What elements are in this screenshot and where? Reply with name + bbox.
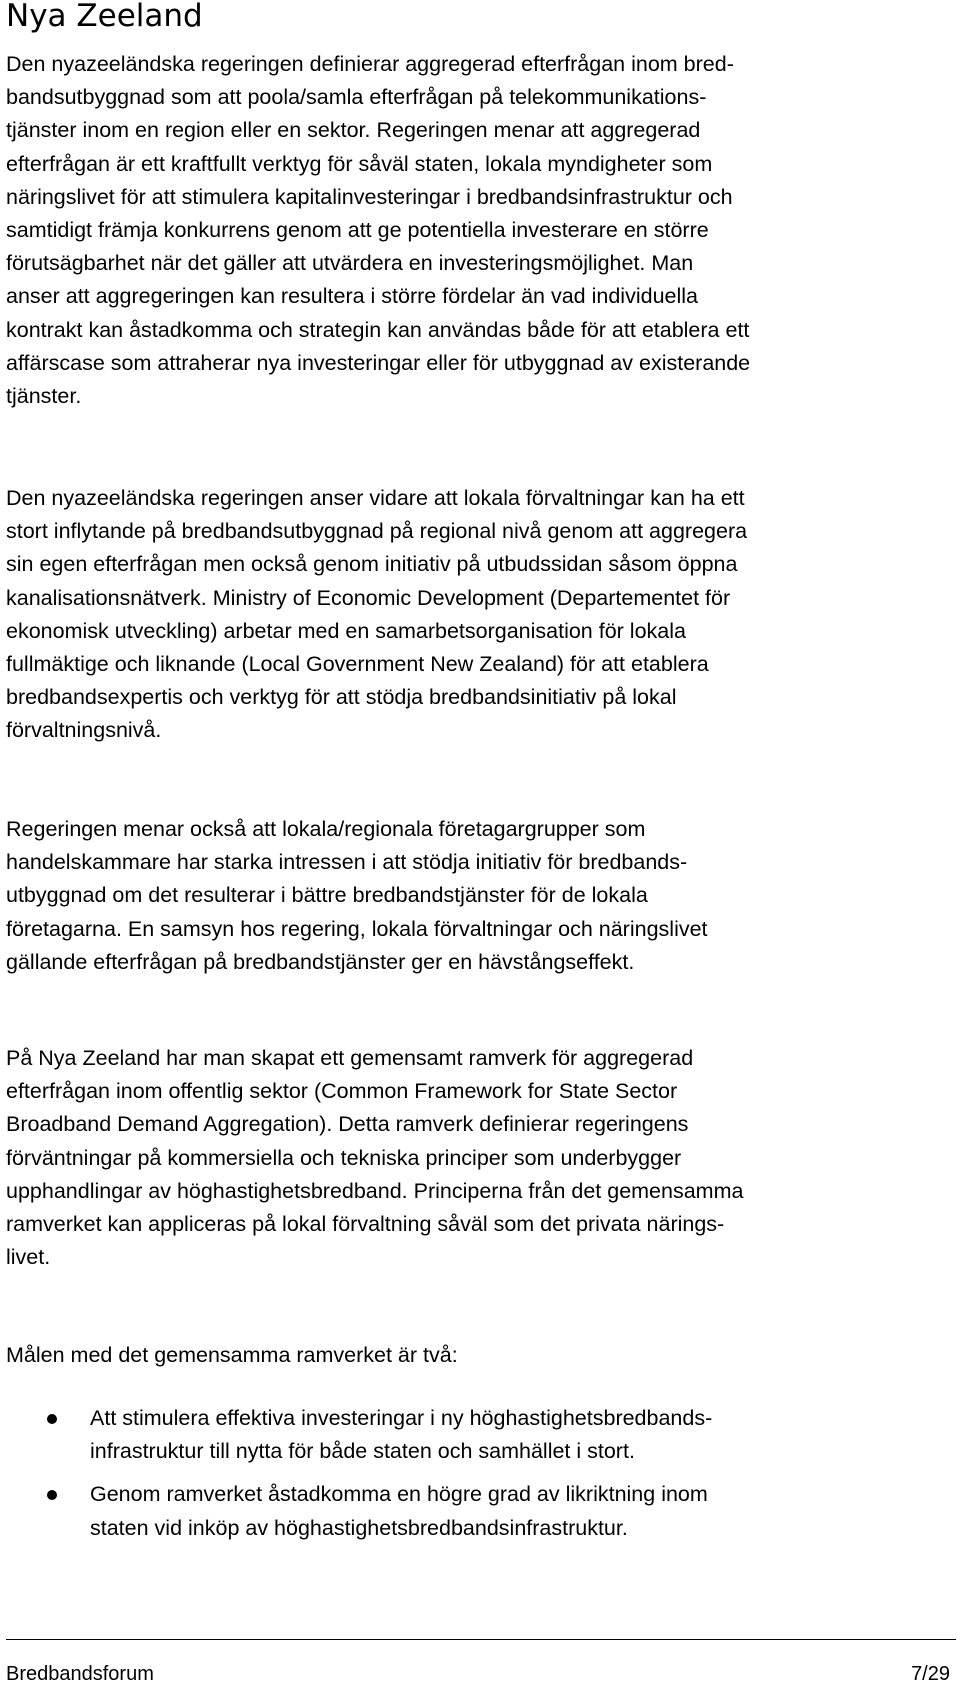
paragraph-line: sin egen efterfrågan men också genom initiativ på utbudssidan såsom öppna <box>6 552 738 577</box>
paragraph-line: kanalisationsnätverk. Ministry of Economic Development (Departementet för <box>6 585 731 610</box>
page-number: 7/29 <box>911 1663 950 1685</box>
paragraph-line: gällande efterfrågan på bredbandstjänster ger en hävstångseffekt. <box>6 949 635 974</box>
paragraph-line: ekonomisk utveckling) arbetar med en samarbetsorganisation för lokala <box>6 618 686 643</box>
list-item-line: infrastruktur till nytta för både staten och samhället i stort. <box>90 1439 635 1464</box>
list-item <box>6 1402 712 1468</box>
paragraph-line: utbyggnad om det resulterar i bättre bredbandstjänster för de lokala <box>6 883 648 908</box>
paragraph-line: efterfrågan är ett kraftfullt verktyg för såväl staten, lokala myndigheter som <box>6 151 713 176</box>
list-item-line: Genom ramverket åstadkomma en högre grad av likriktning inom <box>90 1482 708 1507</box>
bullet-icon <box>47 1414 57 1424</box>
footer-organization: Bredbandsforum <box>6 1663 154 1685</box>
paragraph-line: samtidigt främja konkurrens genom att ge potentiella investerare en större <box>6 217 709 242</box>
paragraph-line: Målen med det gemensamma ramverket är två: <box>6 1343 458 1367</box>
list-item <box>6 1478 712 1544</box>
paragraph-line: tjänster. <box>6 383 82 408</box>
paragraph-line: fullmäktige och liknande (Local Government New Zealand) för att etablera <box>6 651 709 676</box>
paragraph-line: förvaltningsnivå. <box>6 718 162 743</box>
paragraph-line: Den nyazeeländska regeringen anser vidare att lokala förvaltningar kan ha ett <box>6 486 745 510</box>
page-heading: Nya Zeeland <box>6 0 203 34</box>
paragraph-3 <box>6 813 708 979</box>
list-item-line: Att stimulera effektiva investeringar i ny höghastighetsbredbands- <box>90 1406 713 1430</box>
list-item-line: staten vid inköp av höghastighetsbredbandsinfrastruktur. <box>90 1515 628 1540</box>
paragraph-line: handelskammare har starka intressen i att stödja initiativ för bredbands- <box>6 850 688 875</box>
paragraph-line: bredbandsexpertis och verktyg för att stödja bredbandsinitiativ på lokal <box>6 685 677 710</box>
paragraph-line: stort inflytande på bredbandsutbyggnad på regional nivå genom att aggregera <box>6 519 748 544</box>
paragraph-line: affärscase som attraherar nya investeringar eller för utbyggnad av existerande <box>6 350 751 375</box>
paragraph-1 <box>6 48 750 413</box>
footer-divider <box>6 1639 956 1640</box>
paragraph-line: tjänster inom en region eller en sektor. Regeringen menar att aggregerad <box>6 118 701 143</box>
paragraph-line: bandsutbyggnad som att poola/samla efterfrågan på telekommunikations- <box>6 85 707 110</box>
paragraph-line: ramverket kan appliceras på lokal förvaltning såväl som det privata närings- <box>6 1211 725 1236</box>
paragraph-line: efterfrågan inom offentlig sektor (Common Framework for State Sector <box>6 1079 678 1104</box>
paragraph-4 <box>6 1042 743 1274</box>
paragraph-line: Den nyazeeländska regeringen definierar aggregerad efterfrågan inom bred- <box>6 52 734 76</box>
paragraph-line: förväntningar på kommersiella och tekniska principer som underbygger <box>6 1145 682 1170</box>
paragraph-line: näringslivet för att stimulera kapitalinvesteringar i bredbandsinfrastruktur och <box>6 184 733 209</box>
paragraph-line: livet. <box>6 1245 51 1270</box>
paragraph-line: kontrakt kan åstadkomma och strategin kan användas både för att etablera ett <box>6 317 750 342</box>
goals-list <box>6 1402 712 1555</box>
paragraph-line: På Nya Zeeland har man skapat ett gemensamt ramverk för aggregerad <box>6 1046 694 1070</box>
paragraph-line: företagarna. En samsyn hos regering, lokala förvaltningar och näringslivet <box>6 916 708 941</box>
paragraph-line: upphandlingar av höghastighetsbredband. Principerna från det gemensamma <box>6 1178 744 1203</box>
bullet-icon <box>47 1490 57 1500</box>
paragraph-2 <box>6 482 747 748</box>
paragraph-line: Broadband Demand Aggregation). Detta ramverk definierar regeringens <box>6 1112 689 1137</box>
paragraph-5 <box>6 1339 458 1372</box>
paragraph-line: Regeringen menar också att lokala/regionala företagargrupper som <box>6 817 646 841</box>
paragraph-line: förutsägbarhet när det gäller att utvärdera en investeringsmöjlighet. Man <box>6 251 694 276</box>
paragraph-line: anser att aggregeringen kan resultera i större fördelar än vad individuella <box>6 284 698 309</box>
